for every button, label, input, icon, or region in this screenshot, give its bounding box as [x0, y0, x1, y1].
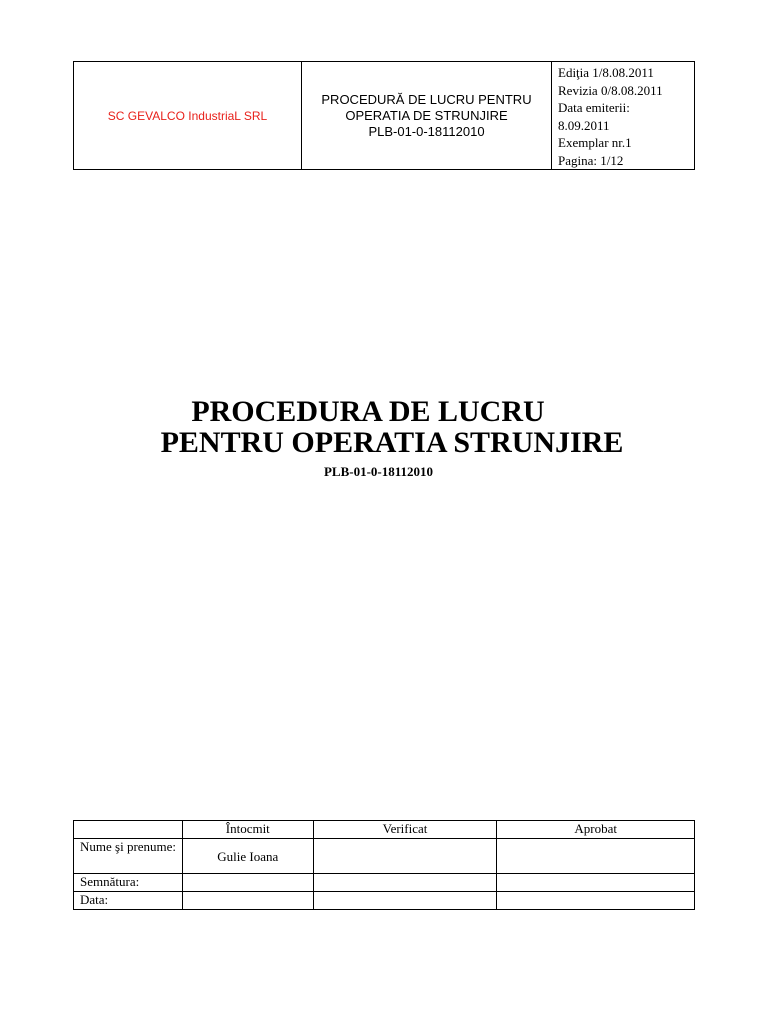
cell-aprobat-date	[497, 892, 695, 910]
column-intocmit: Întocmit	[182, 821, 313, 839]
table-row	[74, 839, 695, 874]
document-meta-cell	[552, 62, 695, 170]
table-row	[74, 892, 695, 910]
procedure-code: PLB-01-0-18112010	[368, 123, 485, 139]
issue-date-value: 8.09.2011	[558, 117, 610, 133]
cell-verificat-name	[313, 839, 497, 874]
cell-verificat-date	[313, 892, 497, 910]
cell-intocmit-date	[182, 892, 313, 910]
document-header-table	[73, 61, 695, 170]
issue-date-label: Data emiterii:	[558, 100, 630, 115]
row-label-date: Data:	[74, 892, 183, 910]
cell-aprobat-name	[497, 839, 695, 874]
signature-header-row	[74, 821, 695, 839]
cell-verificat-signature	[313, 874, 497, 892]
cell-aprobat-signature	[497, 874, 695, 892]
company-name: SC GEVALCO IndustriaL SRL	[74, 62, 302, 170]
edition: Ediţia 1/8.08.2011	[558, 65, 654, 80]
revision: Revizia 0/8.08.2011	[558, 82, 663, 98]
column-aprobat: Aprobat	[497, 821, 695, 839]
title-code: PLB-01-0-18112010	[323, 464, 434, 479]
title-line2: PENTRU OPERATIA STRUNJIRE	[160, 426, 624, 459]
row-label-name: Nume şi prenume:	[74, 839, 183, 874]
header-blank-cell	[74, 821, 183, 839]
title-line1: PROCEDURA DE LUCRU	[191, 395, 545, 428]
procedure-title-cell	[302, 62, 552, 170]
column-verificat: Verificat	[313, 821, 497, 839]
cell-intocmit-name: Gulie Ioana	[182, 839, 313, 874]
procedure-title-line1: PROCEDURĂ DE LUCRU PENTRU	[321, 91, 532, 107]
procedure-title-line2: OPERATIA DE STRUNJIRE	[345, 107, 508, 123]
row-label-signature: Semnătura:	[74, 874, 183, 892]
table-row	[74, 874, 695, 892]
copy-number: Exemplar nr.1	[558, 135, 632, 150]
cell-intocmit-signature	[182, 874, 313, 892]
signature-table	[73, 820, 695, 910]
page-number: Pagina: 1/12	[558, 152, 624, 168]
